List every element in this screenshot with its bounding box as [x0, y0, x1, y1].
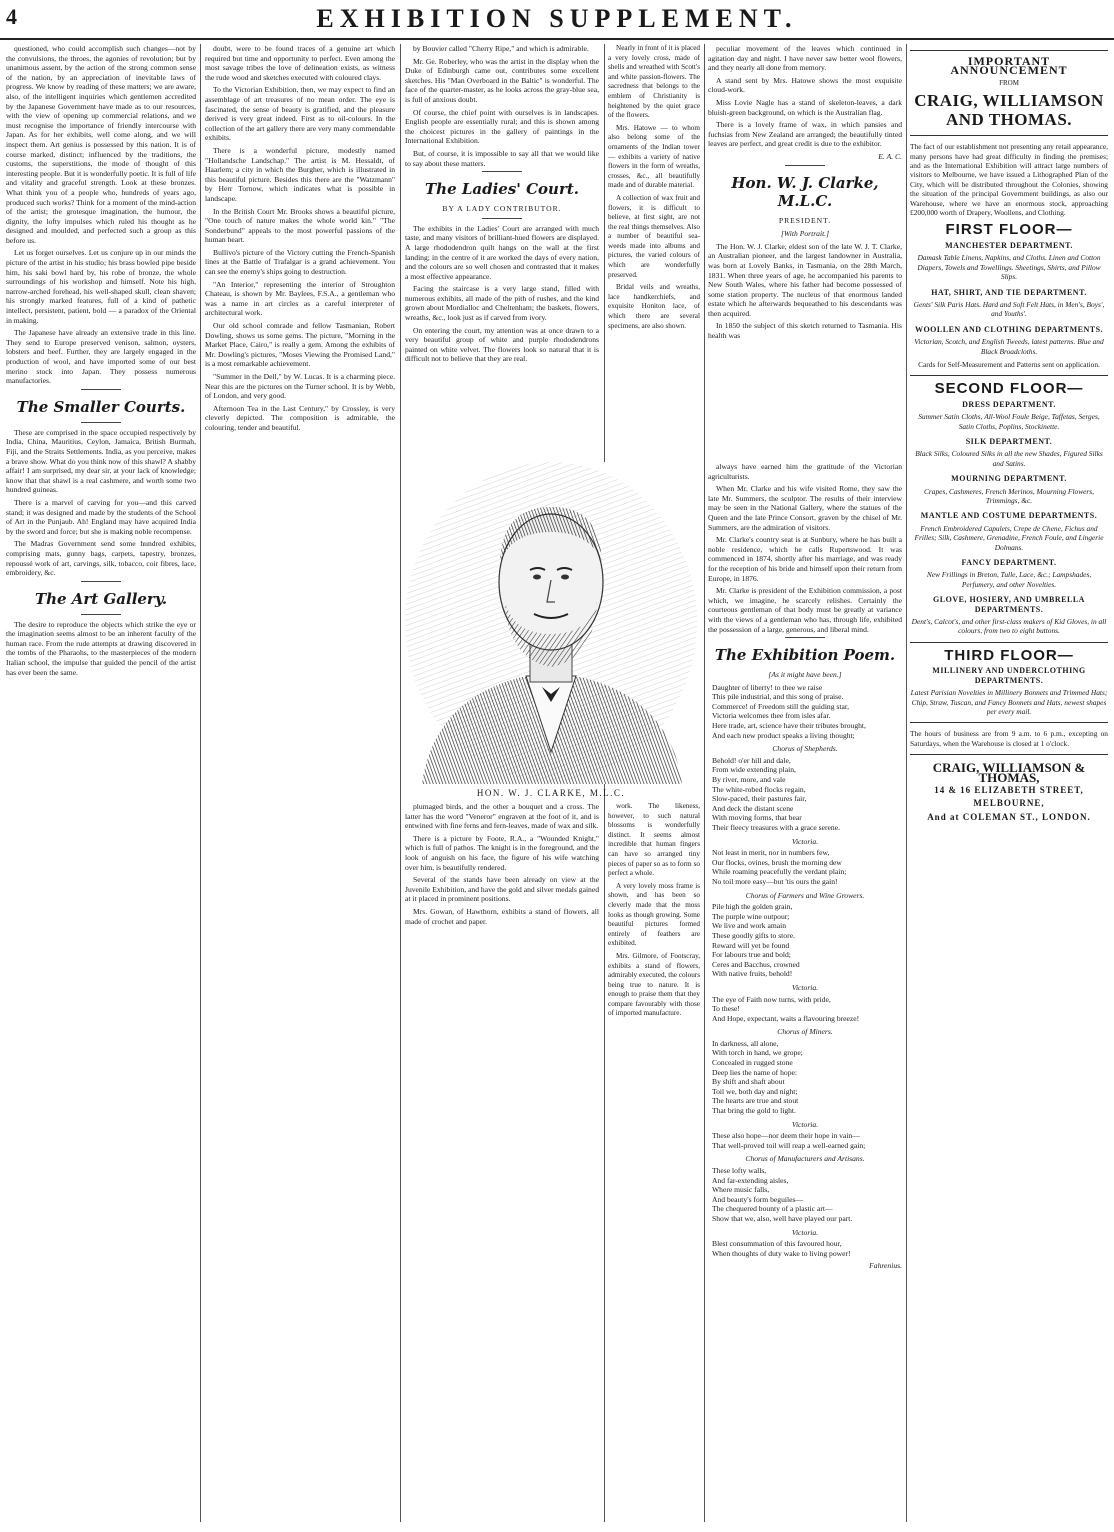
- poem-line: We live and work amain: [712, 921, 787, 931]
- poem-line: The purple wine outpour;: [712, 911, 790, 921]
- author-initials: E. A. C.: [878, 151, 902, 161]
- poem-line: While roaming peacefully the verdant plain;: [712, 867, 847, 877]
- publication-title: EXHIBITION SUPPLEMENT.: [316, 4, 798, 33]
- ad-rule: [910, 50, 1108, 51]
- poem-line: With native fruits, behold!: [712, 969, 793, 979]
- ad-footer-london: And at COLEMAN ST., LONDON.: [927, 811, 1091, 822]
- poem-line: These lofty walls,: [712, 1166, 767, 1175]
- ad-department-items: French Embroidered Capulets, Crepe de Chene, Fichus and Frilles; Silk, Cashmere, Grenadine, French Foule, and Lingerie Dolmans.: [914, 523, 1104, 552]
- article-paragraph: There is a picture by Foote, R.A., a "Wounded Knight," which is full of pathos. The knight is in the foreground, and the look of anguish on his face, the figure of his wife watching over him, is beautifully rendered.: [405, 833, 599, 872]
- column-4-upper: [608, 44, 700, 454]
- ad-intro-text: The fact of our establishment not presenting any retail appearance, many persons have had great difficulty in finding the premises; and as the International Exhibition will attract large numbers of visitors to Melbourne, we have issued a Lithographed Plan of the City, which will be distributed throughout the Colonies, showing the situation of the principal Government buildings, as also our Warehouse, where we have an enormous stock, approaching £200,000 worth of Drapery, Woollens, and Clothing.: [910, 142, 1108, 218]
- poem-subtitle: [As it might have been.]: [768, 670, 842, 680]
- ad-department-items: Gents' Silk Paris Hats. Hard and Soft Felt Hats, in Men's, Boys', and Youths'.: [913, 299, 1105, 319]
- column-2: [205, 44, 395, 1514]
- ad-department-name: DRESS DEPARTMENT.: [962, 399, 1056, 409]
- poem-line: This pile industrial, and this song of praise.: [712, 692, 844, 702]
- stanza-title: Victoria.: [791, 1227, 819, 1237]
- stanza-title: Chorus of Farmers and Wine Growers.: [745, 890, 865, 900]
- article-paragraph: Afternoon Tea in the Last Century," by Crossley, is very cleverly depicted. The composition is admirable, the colouring, tender and beautiful.: [205, 403, 395, 432]
- poem-line: Where music falls,: [712, 1185, 770, 1195]
- article-paragraph: Bullivo's picture of the Victory cutting the French-Spanish lines at the Battle of Trafalgar is a grand achievement. You can see the enemy's ships going to destruction.: [205, 247, 395, 277]
- article-paragraph: Miss Lovie Nagle has a stand of skeleton-leaves, a dark bluish-green background, on which is the Australian flag.: [708, 97, 902, 117]
- column-divider: [200, 44, 201, 1522]
- ad-department-items: Summer Satin Cloths, All-Wool Foule Beige, Taffetas, Serges, Satin Cloths, Poplins, Stockinette.: [918, 412, 1100, 431]
- poem-line: Pile high the golden grain,: [712, 902, 793, 912]
- ad-note: Cards for Self-Measurement and Patterns sent on application.: [918, 359, 1100, 369]
- clarke-role: PRESIDENT.: [778, 215, 832, 225]
- article-paragraph: Mr. Clarke's country seat is at Sunbury, where he has built a noble residence, which he calls Rupertswood. It was commenced in 1874, shortly after his marriage, and was ready for the reception of his bride and himself upon their return from Europe, in 1876.: [708, 535, 902, 583]
- ad-footer-city: MELBOURNE,: [973, 798, 1045, 809]
- poem-line: Not least in merit, nor in numbers few,: [712, 848, 830, 858]
- ad-department-items: Damask Table Linens, Napkins, and Cloths. Linen and Cotton Diapers, Towels and Towellings. Sheetings, Shirts, and Pillow Slips.: [917, 253, 1101, 282]
- article-paragraph: To the Victorian Exhibition, then, we may expect to find an assemblage of art treasures of no mean order. The eye is fascinated, the sense of beauty is gratified, and the pleasure derived is very great indeed. First as to oil-colours. In the collection of the art gallery there are very many commendable exhibits.: [205, 85, 395, 143]
- article-paragraph: On entering the court, my attention was at once drawn to a very beautiful group of white and purple rhododendrons painted on white velvet. The flowers look so natural that it is difficult not to believe that they are real.: [405, 325, 599, 364]
- article-paragraph: "Summer in the Dell," by W. Lucas. It is a charming piece. Near this are the pictures on the Turner school. It is by Webb, of London, and very good.: [205, 372, 395, 401]
- ad-rule: [910, 135, 1108, 136]
- poem-line: Toil we, both day and night;: [712, 1086, 798, 1096]
- article-paragraph: Let us forget ourselves. Let us conjure up in our minds the picture of the artist in his studio; his brass bowled pipe beside him, his saki bowl hard by, his robe of bronze, the whole surroundings of his workshop and himself. Note his high, narrow-arched forehead, his well-shaped skull, clean shaven; his strongly marked features, full of a kind of pathetic intellect, persistent, patient, bold — a paradox of the Oriental in making.: [6, 248, 196, 325]
- poem-line: The hearts are true and stout: [712, 1096, 799, 1106]
- ad-rule: [910, 642, 1108, 643]
- poem-line: Their fleecy treasures with a grace serene.: [712, 823, 840, 832]
- advertisement-craig-williamson-thomas: [910, 44, 1108, 1514]
- poem-line: Slow-paced, their pastures fair,: [712, 794, 807, 804]
- ad-department-name: FANCY DEPARTMENT.: [961, 558, 1057, 568]
- column-divider: [906, 44, 907, 1522]
- ad-department-name: MILLINERY AND UNDERCLOTHING DEPARTMENTS.: [932, 666, 1086, 685]
- article-paragraph: Our old school comrade and fellow Tasmanian, Robert Dowling, shows us some gems. The picture, "Morning in the Market Place, Cairo," is really a gem. Among the exhibits of Mr. Dowling's pictures, "Moses Viewing the Promised Land," is a most remarkable achievement.: [205, 321, 395, 369]
- section-heading-ladies-court: The Ladies' Court.: [425, 180, 579, 199]
- article-paragraph: A stand sent by Mrs. Hatowe shows the most exquisite cloud-work.: [708, 75, 902, 95]
- portrait-engraving: [402, 462, 700, 784]
- poem-signature: Fahrenius.: [869, 1261, 902, 1271]
- article-paragraph: Mrs. Gowan, of Hawthorn, exhibits a stand of flowers, all made of crochet and paper.: [405, 906, 599, 926]
- poem-line: These goodly gifts to store.: [712, 930, 795, 940]
- ad-rule: [910, 375, 1108, 376]
- ad-floor-heading: SECOND FLOOR—: [934, 380, 1084, 398]
- poem-line: The eye of Faith now turns, with pride,: [712, 994, 831, 1004]
- article-paragraph: But, of course, it is impossible to say all that we would like to say about these matters.: [405, 148, 599, 168]
- article-paragraph: In the British Court Mr. Brooks shows a beautiful picture, "One touch of nature makes the whole world kin." "The Sonderbund" appeals to the most powerful passions of the human heart.: [205, 206, 395, 245]
- article-paragraph: Nearly in front of it is placed a very lovely cross, made of shells and wreathed with Scott's and white passion-flowers. The sacredness that belongs to the emblem of Christianity is heightened by the quiet grace of the flowers.: [608, 44, 700, 120]
- poem-line: And far-extending aisles,: [712, 1175, 789, 1185]
- column-4-lower: [608, 802, 700, 1514]
- masthead-rule: [0, 38, 1114, 40]
- poem-line: Blest consummation of this favoured hour,: [712, 1239, 842, 1249]
- ad-business-hours: The hours of business are from 9 a.m. to 6 p.m., excepting on Saturdays, when the Warehouse is closed at 1 o'clock.: [910, 729, 1108, 748]
- poem-line: With moving forms, that bear: [712, 813, 802, 823]
- poem-line: Deep lies the name of hope:: [712, 1067, 797, 1077]
- poem-line: And Hope, expectant, waits a flavouring breeze!: [712, 1013, 860, 1023]
- poem-line: And deck the distant scene: [712, 803, 794, 813]
- ad-department-name: MANCHESTER DEPARTMENT.: [945, 240, 1073, 250]
- clarke-portrait-note: [With Portrait.]: [780, 229, 830, 239]
- section-heading-smaller-courts: The Smaller Courts.: [16, 397, 186, 416]
- poem-line: Reward will yet be found: [712, 940, 790, 950]
- section-heading-poem: The Exhibition Poem.: [714, 646, 896, 665]
- ad-department-items: Victorian, Scotch, and English Tweeds, latest patterns. Blue and Black Broadcloths.: [914, 337, 1104, 356]
- article-paragraph: The Madras Government send some hundred exhibits, comprising mats, gunny bags, carpets, tapestry, bronzes, repoussé work of art, carvings, silk, tobacco, coir fibres, lace, embroidery, &c.: [6, 539, 196, 578]
- section-divider: [785, 165, 825, 166]
- poem-line: No toil more easy—but 'tis ours the gain!: [712, 876, 838, 886]
- ad-department-items: New Frillings in Breton, Tulle, Lace, &c.; Lampshades, Perfumery, and other Novelties.: [926, 570, 1092, 589]
- section-divider: [482, 218, 522, 219]
- article-paragraph: A collection of wax fruit and flowers, it is difficult to believe, at first sight, are not the real things themselves. Also a number of beautiful sea-weeds made into albums and pictures, the varied colours of which are wonderfully preserved.: [608, 193, 700, 279]
- poem-line: When thoughts of duty wake to living power!: [712, 1248, 851, 1258]
- column-1: [6, 44, 196, 1514]
- ad-company-name: CRAIG, WILLIAMSON AND THOMAS.: [914, 91, 1104, 130]
- article-paragraph: Mrs. Gilmore, of Footscray, exhibits a stand of flowers, admirably executed, the colours being true to nature. It is enough to praise them that they compare favourably with those of imported manufacture.: [608, 951, 700, 1018]
- article-paragraph: Mr. Clarke is president of the Exhibition commission, a post which, we imagine, he scarcely relishes. Certainly the courteous gentleman of that body must be greatly at variance with the views of a gentleman who has, through life, exhibited the possession of a large, generous, and liberal mind.: [708, 586, 902, 634]
- article-paragraph: There is a marvel of carving for you—and this carved stand; it was designed and made by the students of the School of Art in the Punjaub. Ah! England may have acquired India by the sword and force; but she is making noble recompense.: [6, 497, 196, 536]
- masthead: [0, 4, 1114, 36]
- article-paragraph: Bridal veils and wreaths, lace handkerchiefs, and exquisite Honiton lace, of which there are several specimens, are also shown.: [608, 283, 700, 330]
- poem-line: In darkness, all alone,: [712, 1038, 779, 1048]
- ad-rule: [910, 754, 1108, 755]
- ad-department-name: HAT, SHIRT, AND TIE DEPARTMENT.: [931, 287, 1087, 297]
- ad-department-name: WOOLLEN AND CLOTHING DEPARTMENTS.: [914, 324, 1104, 334]
- stanza-title: Victoria.: [791, 836, 819, 846]
- article-paragraph: always have earned him the gratitude of the Victorian agriculturists.: [708, 462, 902, 481]
- ad-department-items: Black Silks, Coloured Silks in all the new Shades, Figured Silks and Satins.: [915, 449, 1103, 468]
- poem-line: Ceres and Bacchus, crowned: [712, 959, 800, 969]
- ad-from: FROM: [999, 78, 1019, 87]
- article-paragraph: There is a wonderful picture, modestly named "Hollandsche Landschap." The artist is M. Hessaldt, of Haarlem; a city in which the Burgher, which is illustrated in this beautiful picture. Besides this there are the "Watzmann" by Herr Tornow, which indicates what is possible in landscape.: [205, 145, 395, 203]
- ad-headline: IMPORTANT ANNOUNCEMENT: [950, 54, 1068, 78]
- section-divider: [81, 581, 121, 582]
- poem-line: Our flocks, ovines, brush the morning dew: [712, 857, 842, 867]
- exhibition-poem: [708, 683, 902, 1271]
- ad-department-name: GLOVE, HOSIERY, AND UMBRELLA DEPARTMENTS.: [933, 595, 1085, 614]
- page-number: 4: [6, 4, 17, 29]
- section-divider: [81, 389, 121, 390]
- article-paragraph: The desire to reproduce the objects which strike the eye or the imagination seems almost to be an inherent faculty of the human race. From the rude attempts at drawing discovered in the tombs of the Pharaohs, to the masterpieces of the modern Italian school, the impulse that guided the pencil of the artist has ever been the same.: [6, 619, 196, 677]
- section-heading-clarke: Hon. W. J. Clarke, M.L.C.: [731, 173, 879, 210]
- section-divider: [81, 422, 121, 423]
- article-paragraph: questioned, who could accomplish such changes—not by the convulsions, the throes, the agonies of revolution; but by unanimous assent, by the action of the strong common sense of the nation, by an appreciation of inevitable laws of progress. We know by reading of these matters; we are aware, also, of the intelligent inquiries which gentlemen accredited by the Japanese Government have made as to our resources, with the view of opening up commercial relations, and we must recognise the importance of friendly intercourse with Japan. As for her exhibits, well come along, and we will inspect them. Art genius is possessed by this nation. It is of course marked, distinct; influenced by the traditions, the customs, the superstitions, the mode of thought of this interesting people. But it is wonderfully poetic. It is full of life and vitality and graceful strength. Look at these bronzes. What think you of a people who, hundreds of years ago, produced such works? Think for a moment of the mind-action of the artist; the grotesque imagination, the humour, the dignity, the lofty impulses which ruled his thought as he designed and moulded, and perfected such a group as this before us.: [6, 44, 196, 245]
- ad-department-name: MANTLE AND COSTUME DEPARTMENTS.: [920, 511, 1098, 521]
- poem-line: For labours true and bold;: [712, 950, 791, 960]
- article-paragraph: work. The likeness, however, to such natural blossoms is wonderfully distinct. It seems almost incredible that human fingers can have so arranged tiny pieces of paper so as to form so perfect a whole.: [608, 802, 700, 878]
- poem-line: And each new product speaks a living thought;: [712, 730, 855, 740]
- poem-line: The white-robed flocks regain,: [712, 784, 806, 794]
- ad-department-name: SILK DEPARTMENT.: [965, 436, 1053, 446]
- poem-line: By river, more, and vale: [712, 775, 786, 785]
- byline: BY A LADY CONTRIBUTOR.: [442, 204, 562, 214]
- article-paragraph: Facing the staircase is a very large stand, filled with numerous exhibits, all made of the pith of rushes, and the kind grown about Mordialloc and Cheltenham; the baskets, flowers, wreaths, &c., look just as if carved from ivory.: [405, 284, 599, 323]
- section-divider: [785, 637, 825, 638]
- article-paragraph: Mrs. Hatowe — to whom also belong some of the ornaments of the Indian tower — exhibits a variety of native flowers in the form of wreaths, crosses, &c., all beautifully made and of durable material.: [608, 123, 700, 190]
- article-paragraph: Of course, the chief point with ourselves is in landscapes. English people are essentially rural; and this is shown among the choicest pictures in the gallery of paintings in the International Exhibition.: [405, 107, 599, 146]
- ad-footer-address: 14 & 16 ELIZABETH STREET,: [934, 784, 1084, 795]
- article-paragraph: In 1850 the subject of this sketch returned to Tasmania. His health was: [708, 321, 902, 341]
- column-5-upper: [708, 44, 902, 454]
- poem-line: Commerce! of Freedom still the guiding star,: [712, 701, 849, 711]
- article-paragraph: doubt, were to be found traces of a genuine art which required but time and opportunity to perfect. Even among the most savage tribes the love of delineation exists, as witness the rude wood and sketches executed with coloured clays.: [205, 44, 395, 82]
- article-paragraph: When Mr. Clarke and his wife visited Rome, they saw the late Mr. Summers, the sculptor. The results of their interview may be seen in the National Gallery, where the statues of the Queen and the late Prince Consort, graven by the chisel of Mr. Summers, are the admiration of visitors.: [708, 484, 902, 532]
- poem-line: These also hope—nor deem their hope in vain—: [712, 1131, 860, 1141]
- stanza-title: Chorus of Miners.: [777, 1027, 833, 1037]
- ad-department-items: Latest Parisian Novelties in Millinery Bonnets and Trimmed Hats; Chip, Straw, Tuscan, and Fancy Bonnets and Hats, newest shapes per every mail.: [910, 688, 1108, 716]
- article-paragraph: The Japanese have already an extensive trade in this line. They send to Europe preserved venison, salmon, oysters, lobsters and beef. Further, they are largely engaged in the production of wool, and have imported some of our best merino stock into Japan. They possess numerous manufactories.: [6, 328, 196, 386]
- ad-floor-heading: THIRD FLOOR—: [944, 646, 1074, 664]
- ad-floor-heading: FIRST FLOOR—: [945, 221, 1073, 239]
- poem-line: By shift and shaft about: [712, 1077, 785, 1087]
- section-heading-art-gallery: The Art Gallery.: [34, 589, 168, 608]
- poem-line: From wide extending plain,: [712, 765, 796, 775]
- ad-department-items: Dent's, Calcot's, and other first-class makers of Kid Gloves, in all colours, from two to eight buttons.: [911, 617, 1107, 636]
- stanza-title: Chorus of Shepherds.: [772, 744, 838, 754]
- article-paragraph: Mr. Ge. Roberley, who was the artist in the display when the Duke of Edinburgh came out, contributes some excellent sketches. His "Man Overboard in the Baltic" is wonderful. The face of the quarter-master, as he looks across the gray-blue sea, is full of anxious doubt.: [405, 56, 599, 104]
- article-paragraph: The exhibits in the Ladies' Court are arranged with much taste, and many visitors of brilliant-hued flowers are displayed. A large rhododendron quilt hangs on the wall at the first landing; in the centre of it are worked the days of every nation, and the colours are so well chosen and contrasted that it makes a most effective appearance.: [405, 223, 599, 281]
- section-divider: [482, 171, 522, 172]
- article-paragraph: by Bouvier called "Cherry Ripe," and which is admirable.: [413, 44, 589, 53]
- poem-line: That bring the gold to light.: [712, 1106, 796, 1116]
- poem-line: Victoria welcomes thee from isles afar.: [712, 711, 831, 721]
- poem-line: Daughter of liberty! to thee we raise: [712, 682, 823, 692]
- ad-footer-company: CRAIG, WILLIAMSON & THOMAS,: [932, 760, 1086, 785]
- article-paragraph: These are comprised in the space occupied respectively by India, China, Mauritius, Ceylon, Jamaica, British Burmah, Fiji, and the Straits Settlements. India, as you perceive, makes a brave show. What do you think now of this shawl? A shabby affair! I am surprised, my dear sir, at your lack of knowledge; know that that shawl is a real cashmere, and worth some two hundred guineas.: [6, 427, 196, 495]
- column-5-lower: [708, 462, 902, 1514]
- section-divider: [81, 614, 121, 615]
- article-paragraph: Several of the stands have been already on view at the Juvenile Exhibition, and have the gold and silver medals gained at it placed in prominent positions.: [405, 875, 599, 904]
- article-paragraph: plumaged birds, and the other a bouquet and a cross. The latter has the word "Veneror" engraven at the foot of it, and is entwined with fine ferns and fern-leaves, made of wax and silk.: [405, 802, 599, 831]
- poem-line: That well-proved toil will reap a well-earned gain;: [712, 1140, 866, 1150]
- article-paragraph: peculiar movement of the leaves which continued in agitation day and night. I have never saw better wool flowers, and they nearly all done from memory.: [708, 44, 902, 73]
- stanza-title: Chorus of Manufacturers and Artisans.: [745, 1154, 865, 1164]
- article-paragraph: "An Interior," representing the interior of Stroughton Chateau, is shown by Mr. Baylees, F.S.A., a gentleman who was a name in art circles as a careful interpreter of architectural work.: [205, 279, 395, 318]
- column-divider: [400, 44, 401, 1522]
- stanza-title: Victoria.: [791, 982, 819, 992]
- poem-line: With torch in hand, we grope;: [712, 1048, 803, 1058]
- poem-line: Here trade, art, science have their tributes brought,: [712, 721, 866, 731]
- article-paragraph: A very lovely moss frame is shown, and has been so cleverly made that the moss looks as though growing. Some beautiful pictures formed entirely of feathers are exhibited.: [608, 881, 700, 948]
- poem-line: And beauty's form beguiles—: [712, 1194, 803, 1204]
- column-divider: [704, 44, 705, 1522]
- poem-line: Concealed in rugged stone: [712, 1058, 793, 1068]
- article-paragraph: There is a lovely frame of wax, in which pansies and fuchsias from New Zealand are arranged; the beautifully tinted leaves are perfect, and great credit is due to the exhibitor.: [708, 120, 902, 149]
- poem-line: Show that we, also, well have played our part.: [712, 1213, 853, 1223]
- poem-line: To these!: [712, 1004, 740, 1014]
- stanza-title: Victoria.: [791, 1119, 819, 1129]
- article-paragraph: The Hon. W. J. Clarke, eldest son of the late W. J. T. Clarke, an Australian pioneer, and the largest landowner in Australia, was born at Lovely Banks, in Tasmania, on the 28th March, 1831. When three years of age, he accompanied his parents to New South Wales, where his father had become possessed of some station property. The nucleus of that enormous landed estate which he afterwards bequeathed to his descendants was then acquired.: [708, 241, 902, 318]
- column-3-lower: [405, 802, 599, 1514]
- ad-department-items: Crapes, Cashmeres, French Merinos, Mourning Flowers, Trimmings, &c.: [923, 486, 1095, 505]
- poem-line: Behold! o'er hill and dale,: [712, 755, 791, 765]
- ad-department-name: MOURNING DEPARTMENT.: [951, 474, 1067, 484]
- portrait-caption: HON. W. J. CLARKE, M.L.C.: [476, 788, 626, 798]
- poem-line: The chequered bounty of a plastic art—: [712, 1204, 833, 1214]
- ad-rule: [910, 722, 1108, 723]
- column-3: [405, 44, 599, 454]
